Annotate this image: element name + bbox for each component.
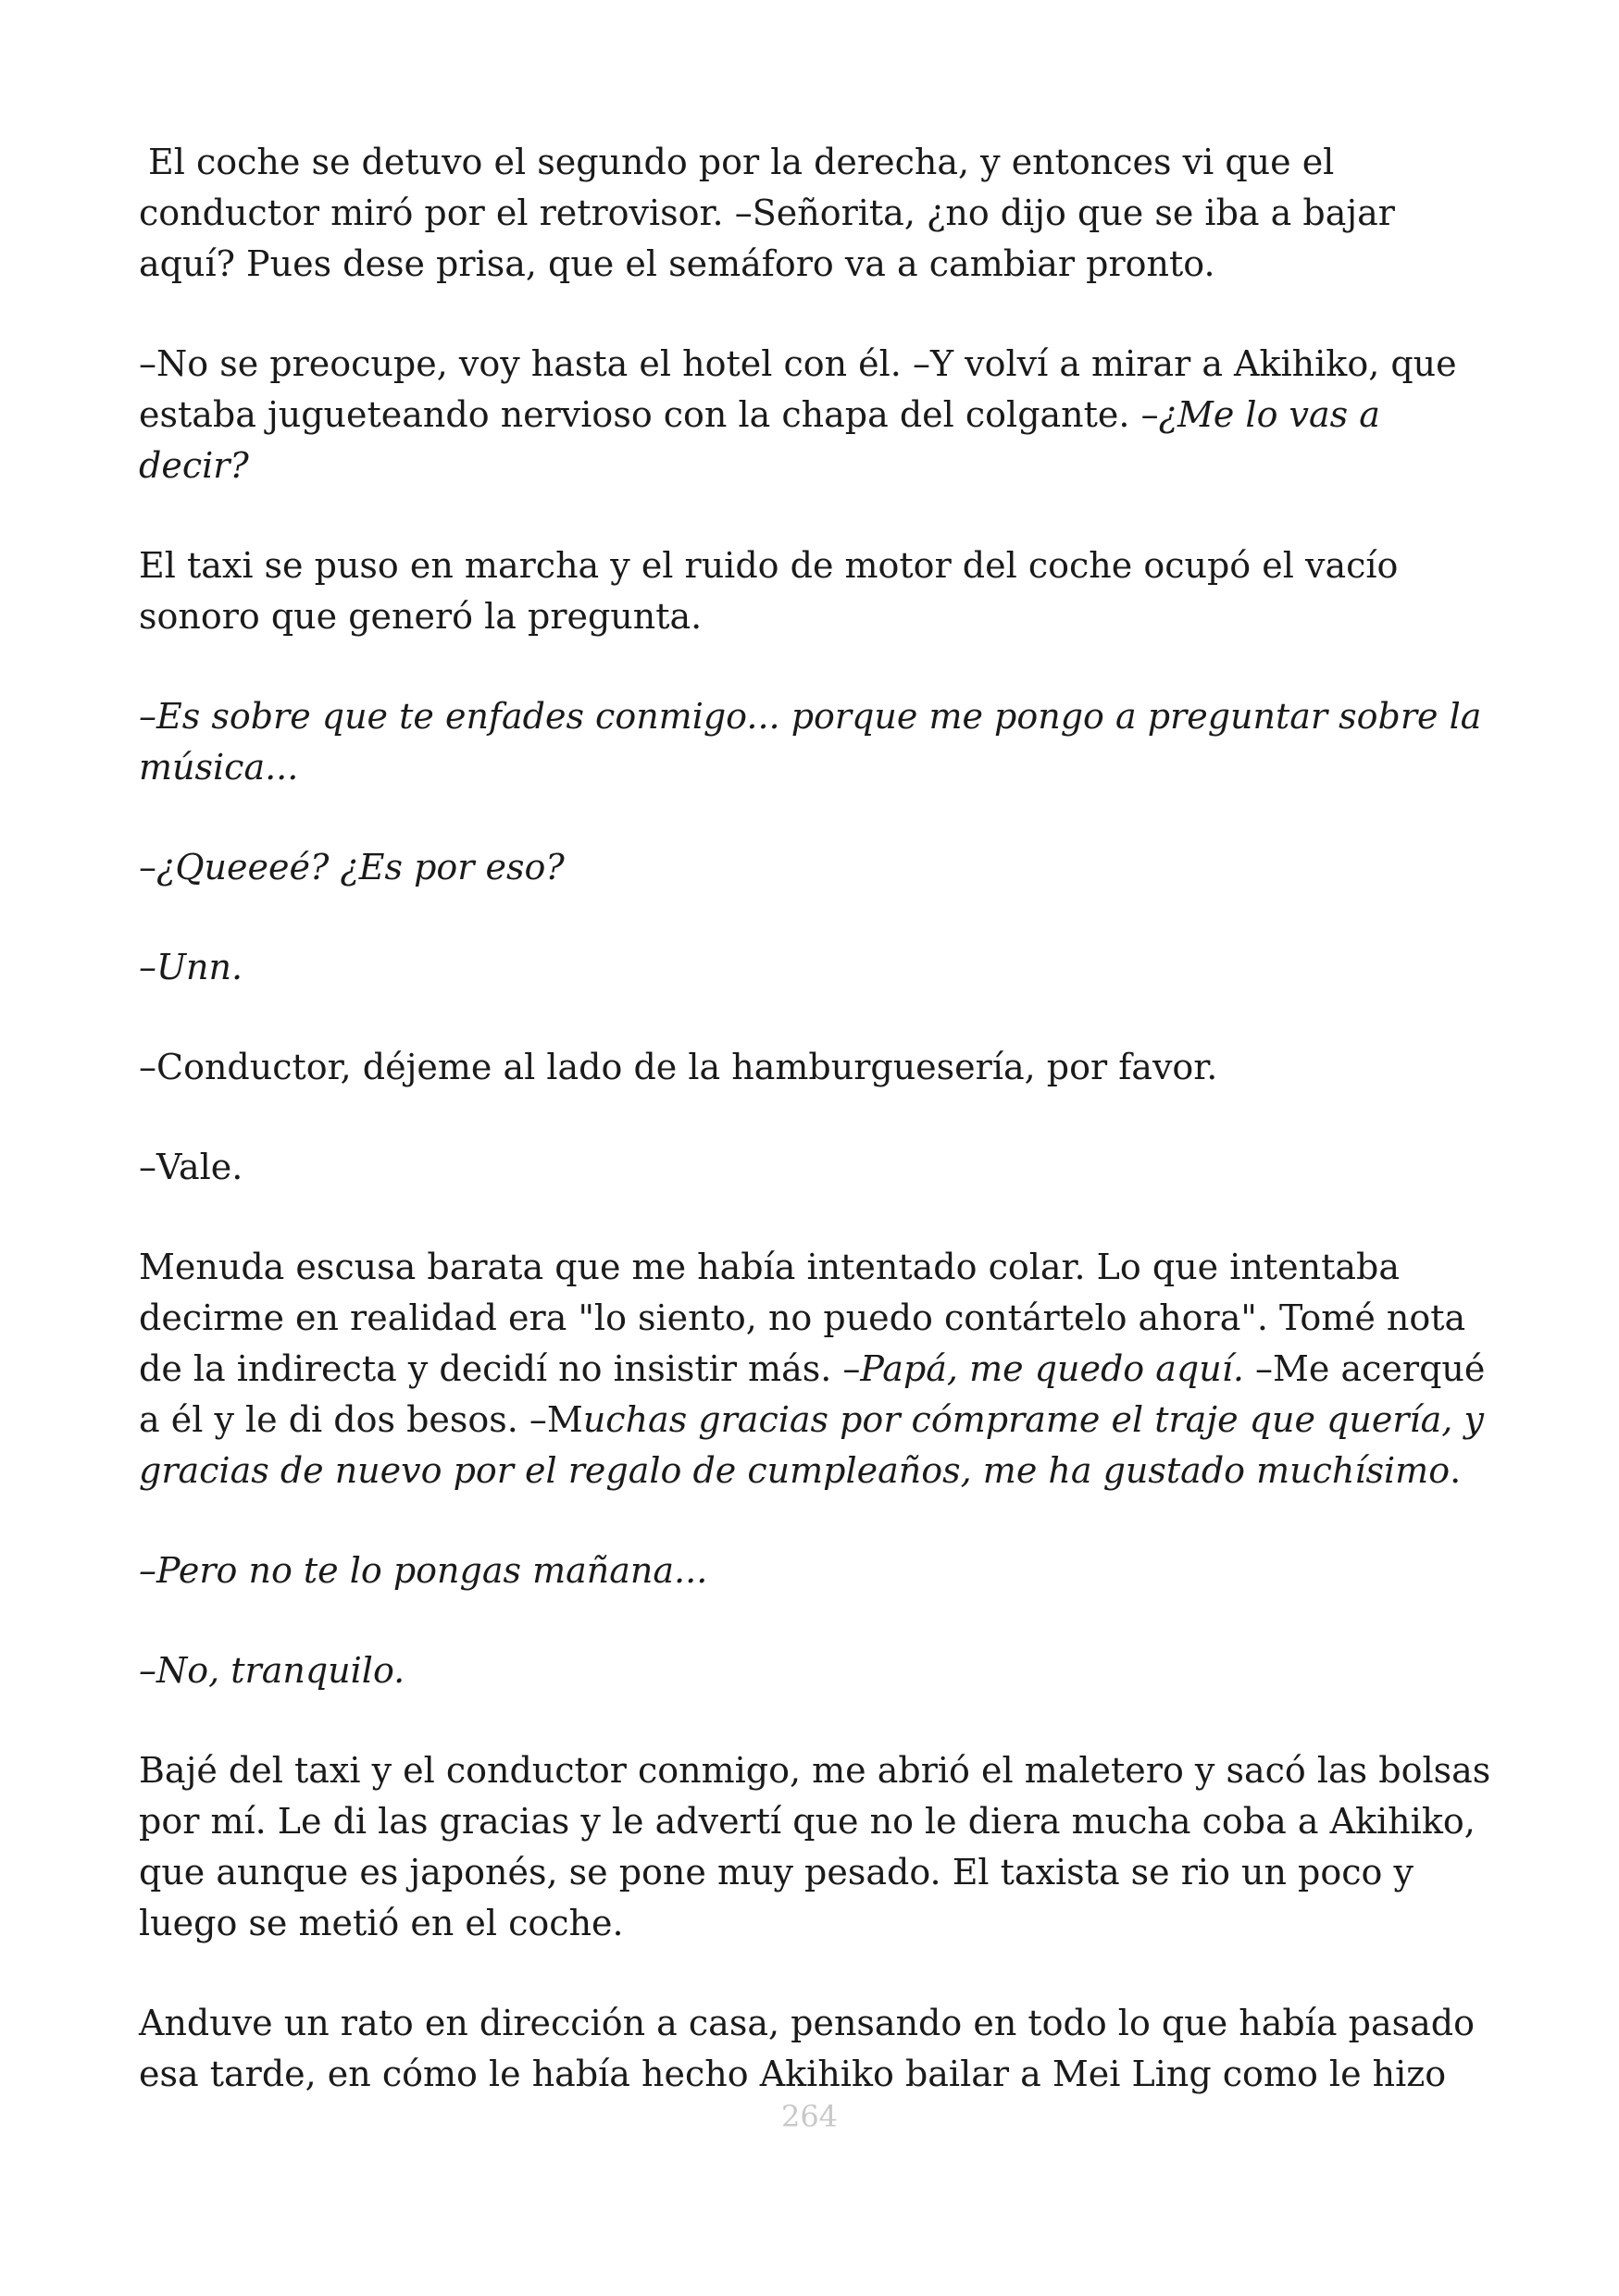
- italic-text-run: –Es sobre que te enfades conmigo... porque me pongo a preguntar sobre la música...: [139, 696, 1482, 788]
- text-run: –: [139, 847, 156, 887]
- italic-text-run: –Unn.: [139, 947, 243, 987]
- paragraph: [139, 339, 1500, 491]
- paragraph: [139, 1242, 1500, 1496]
- text-run: Bajé del taxi y el conductor conmigo, me abrió el maletero y sacó las bolsas por mí. Le di las gracias y le advertí que no le diera mucha coba a Akihiko, que aunque es japonés, se pone muy pesado. El taxista se rio un poco y luego se metió en el coche.: [139, 1750, 1491, 1943]
- text-run: Anduve un rato en dirección a casa, pensando en todo lo que había pasado esa tarde, en cómo le había hecho Akihiko bailar a Mei Ling como le hizo: [139, 2003, 1475, 2094]
- italic-text-run: –Pero no te lo pongas mañana...: [139, 1550, 708, 1591]
- text-run: –Vale.: [139, 1147, 243, 1187]
- text-run: El coche se detuvo el segundo por la derecha, y entonces vi que el conductor miró por el retrovisor. –Señorita, ¿no dijo que se iba a bajar aquí? Pues dese prisa, que el semáforo va a cambiar pronto.: [139, 142, 1395, 284]
- italic-text-run: Papá, me quedo aquí.: [860, 1348, 1244, 1389]
- text-run: El taxi se puso en marcha y el ruido de motor del coche ocupó el vacío sonoro que generó la pregunta.: [139, 545, 1399, 637]
- paragraph: [139, 691, 1500, 793]
- text-run: Menuda escusa barata que me había intentado colar. Lo que intentaba decirme en realidad era "lo siento, no puedo contártelo ahora". Tomé nota de la indirecta y decidí no insistir más. –: [139, 1247, 1466, 1389]
- text-run: –No se preocupe, voy hasta el hotel con él. –Y volví a mirar a Akihiko, que estaba jugueteando nervioso con la chapa del colgante. –: [139, 343, 1457, 435]
- paragraph: [139, 1142, 1500, 1193]
- page-number: 264: [780, 2099, 839, 2134]
- body-text: [139, 137, 1500, 2149]
- paragraph: [139, 540, 1500, 642]
- paragraph: [139, 1645, 1500, 1696]
- italic-text-run: uchas gracias por cómprame el traje que quería, y gracias de nuevo por el regalo de cumpleaños, me ha gustado muchísimo: [139, 1399, 1484, 1491]
- paragraph: [139, 1042, 1500, 1093]
- italic-text-run: –No, tranquilo.: [139, 1650, 405, 1691]
- paragraph: [139, 942, 1500, 993]
- italic-text-run: ¿Me lo vas a decir?: [139, 394, 1380, 486]
- text-run: .: [1450, 1450, 1462, 1491]
- paragraph: [139, 1745, 1500, 1949]
- paragraph: [139, 1998, 1500, 2100]
- paragraph: [139, 1545, 1500, 1596]
- text-run: –Me acerqué a él y le di dos besos. –M: [139, 1348, 1486, 1440]
- italic-text-run: ¿Queeeé? ¿Es por eso?: [156, 847, 565, 887]
- paragraph: [139, 137, 1500, 290]
- text-run: –Conductor, déjeme al lado de la hamburguesería, por favor.: [139, 1047, 1218, 1087]
- paragraph: [139, 842, 1500, 893]
